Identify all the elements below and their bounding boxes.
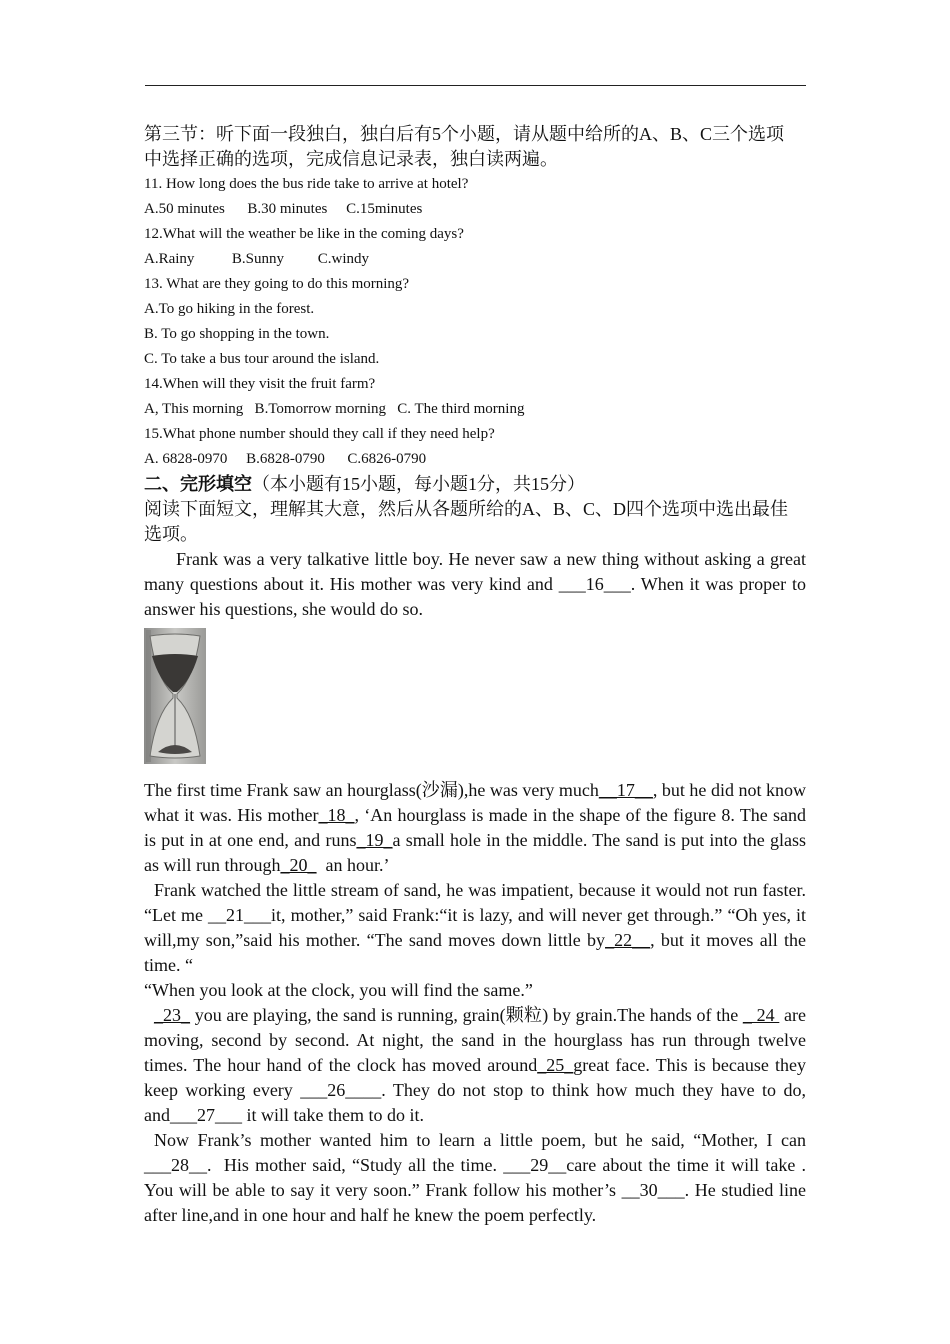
- blank-17: __17__: [598, 780, 653, 800]
- passage-paragraph-6: Now Frank’s mother wanted him to learn a little poem, but he said, “Mother, I can ___28__. His mother said, “Study all the time. ___29__care about the time it will take . You will be able to say it very soon.” Frank follow his mother’s __30___. He studied line after line,and in one hour and half he knew the poem perfectly.: [144, 1130, 807, 1225]
- header-rule: [145, 85, 806, 86]
- blank-20: _20_: [280, 855, 317, 875]
- blank-23: _23_: [154, 1005, 190, 1025]
- options-15: A. 6828-0970 B.6828-0790 C.6826-0790: [144, 451, 427, 467]
- blank-18: _18_: [318, 805, 355, 825]
- exam-content: [144, 122, 806, 1228]
- hourglass-image: [144, 628, 206, 764]
- blank-27: ___27___: [170, 1105, 242, 1125]
- section3-heading: 第三节：听下面一段独白，独白后有5个小题，请从题中给所的A、B、C三个选项 中选择正确的选项，完成信息记录表，独白读两遍。: [144, 124, 785, 169]
- blank-22: _22__: [605, 930, 651, 950]
- passage-paragraph-5: _23_ you are playing, the sand is running, grain(颗粒) by grain.The hands of the _ 24 are moving, second by second. At night, the sand in the hourglass has run through twelve times. The hour hand of the clock has moved around_25_great face. This is because they keep working every ___26____. They do not stop to think how much they have to do, and___27___ it will take them to do it.: [144, 1005, 806, 1125]
- blank-21: __21___: [208, 905, 272, 925]
- section2-instructions: 阅读下面短文，理解其大意，然后从各题所给的A、B、C、D四个选项中选出最佳 选项。: [144, 499, 789, 544]
- option-13c: C. To take a bus tour around the island.: [144, 351, 380, 367]
- passage-paragraph-3: Frank watched the little stream of sand, he was impatient, because it would not run faster. “Let me __21___it, mother,” said Frank:“it is lazy, and will never get through.” “Oh yes, it will,my son,”said his mother. “The sand moves down little by_22__, but it moves all the time. “: [144, 880, 806, 975]
- question-12: 12.What will the weather be like in the coming days?: [144, 226, 464, 242]
- blank-26: ___26____: [300, 1080, 382, 1100]
- question-11: 11. How long does the bus ride take to arrive at hotel?: [144, 176, 469, 192]
- options-11: A.50 minutes B.30 minutes C.15minutes: [144, 201, 423, 217]
- blank-29: ___29__: [503, 1155, 567, 1175]
- passage-paragraph-1: Frank was a very talkative little boy. He never saw a new thing without asking a great many questions about it. His mother was very kind and ___16___. When it was proper to answer his questions, she would do so.: [144, 549, 806, 619]
- question-13: 13. What are they going to do this morning?: [144, 276, 410, 292]
- blank-28: ___28__: [144, 1155, 207, 1175]
- option-13b: B. To go shopping in the town.: [144, 326, 330, 342]
- options-12: A.Rainy B.Sunny C.windy: [144, 251, 370, 267]
- blank-25: _25_: [537, 1055, 574, 1075]
- question-14: 14.When will they visit the fruit farm?: [144, 376, 376, 392]
- section2-title: 二、完形填空（本小题有15小题，每小题1分，共15分）: [144, 474, 585, 494]
- blank-30: __30___: [621, 1180, 685, 1200]
- blank-16: ___16___: [558, 574, 631, 594]
- question-15: 15.What phone number should they call if they need help?: [144, 426, 495, 442]
- blank-19: _19_: [356, 830, 393, 850]
- options-14: A, This morning B.Tomorrow morning C. The third morning: [144, 401, 525, 417]
- passage-paragraph-4: “When you look at the clock, you will find the same.”: [144, 980, 533, 1000]
- blank-24: _ 24: [742, 1005, 780, 1025]
- option-13a: A.To go hiking in the forest.: [144, 301, 315, 317]
- passage-paragraph-2: The first time Frank saw an hourglass(沙漏),he was very much__17__, but he did not know what it was. His mother_18_, ‘An hourglass is made in the shape of the figure 8. The sand is put in at one end, and runs_19_a small hole in the middle. The sand is put into the glass as will run through_20_ an hour.’: [144, 780, 806, 875]
